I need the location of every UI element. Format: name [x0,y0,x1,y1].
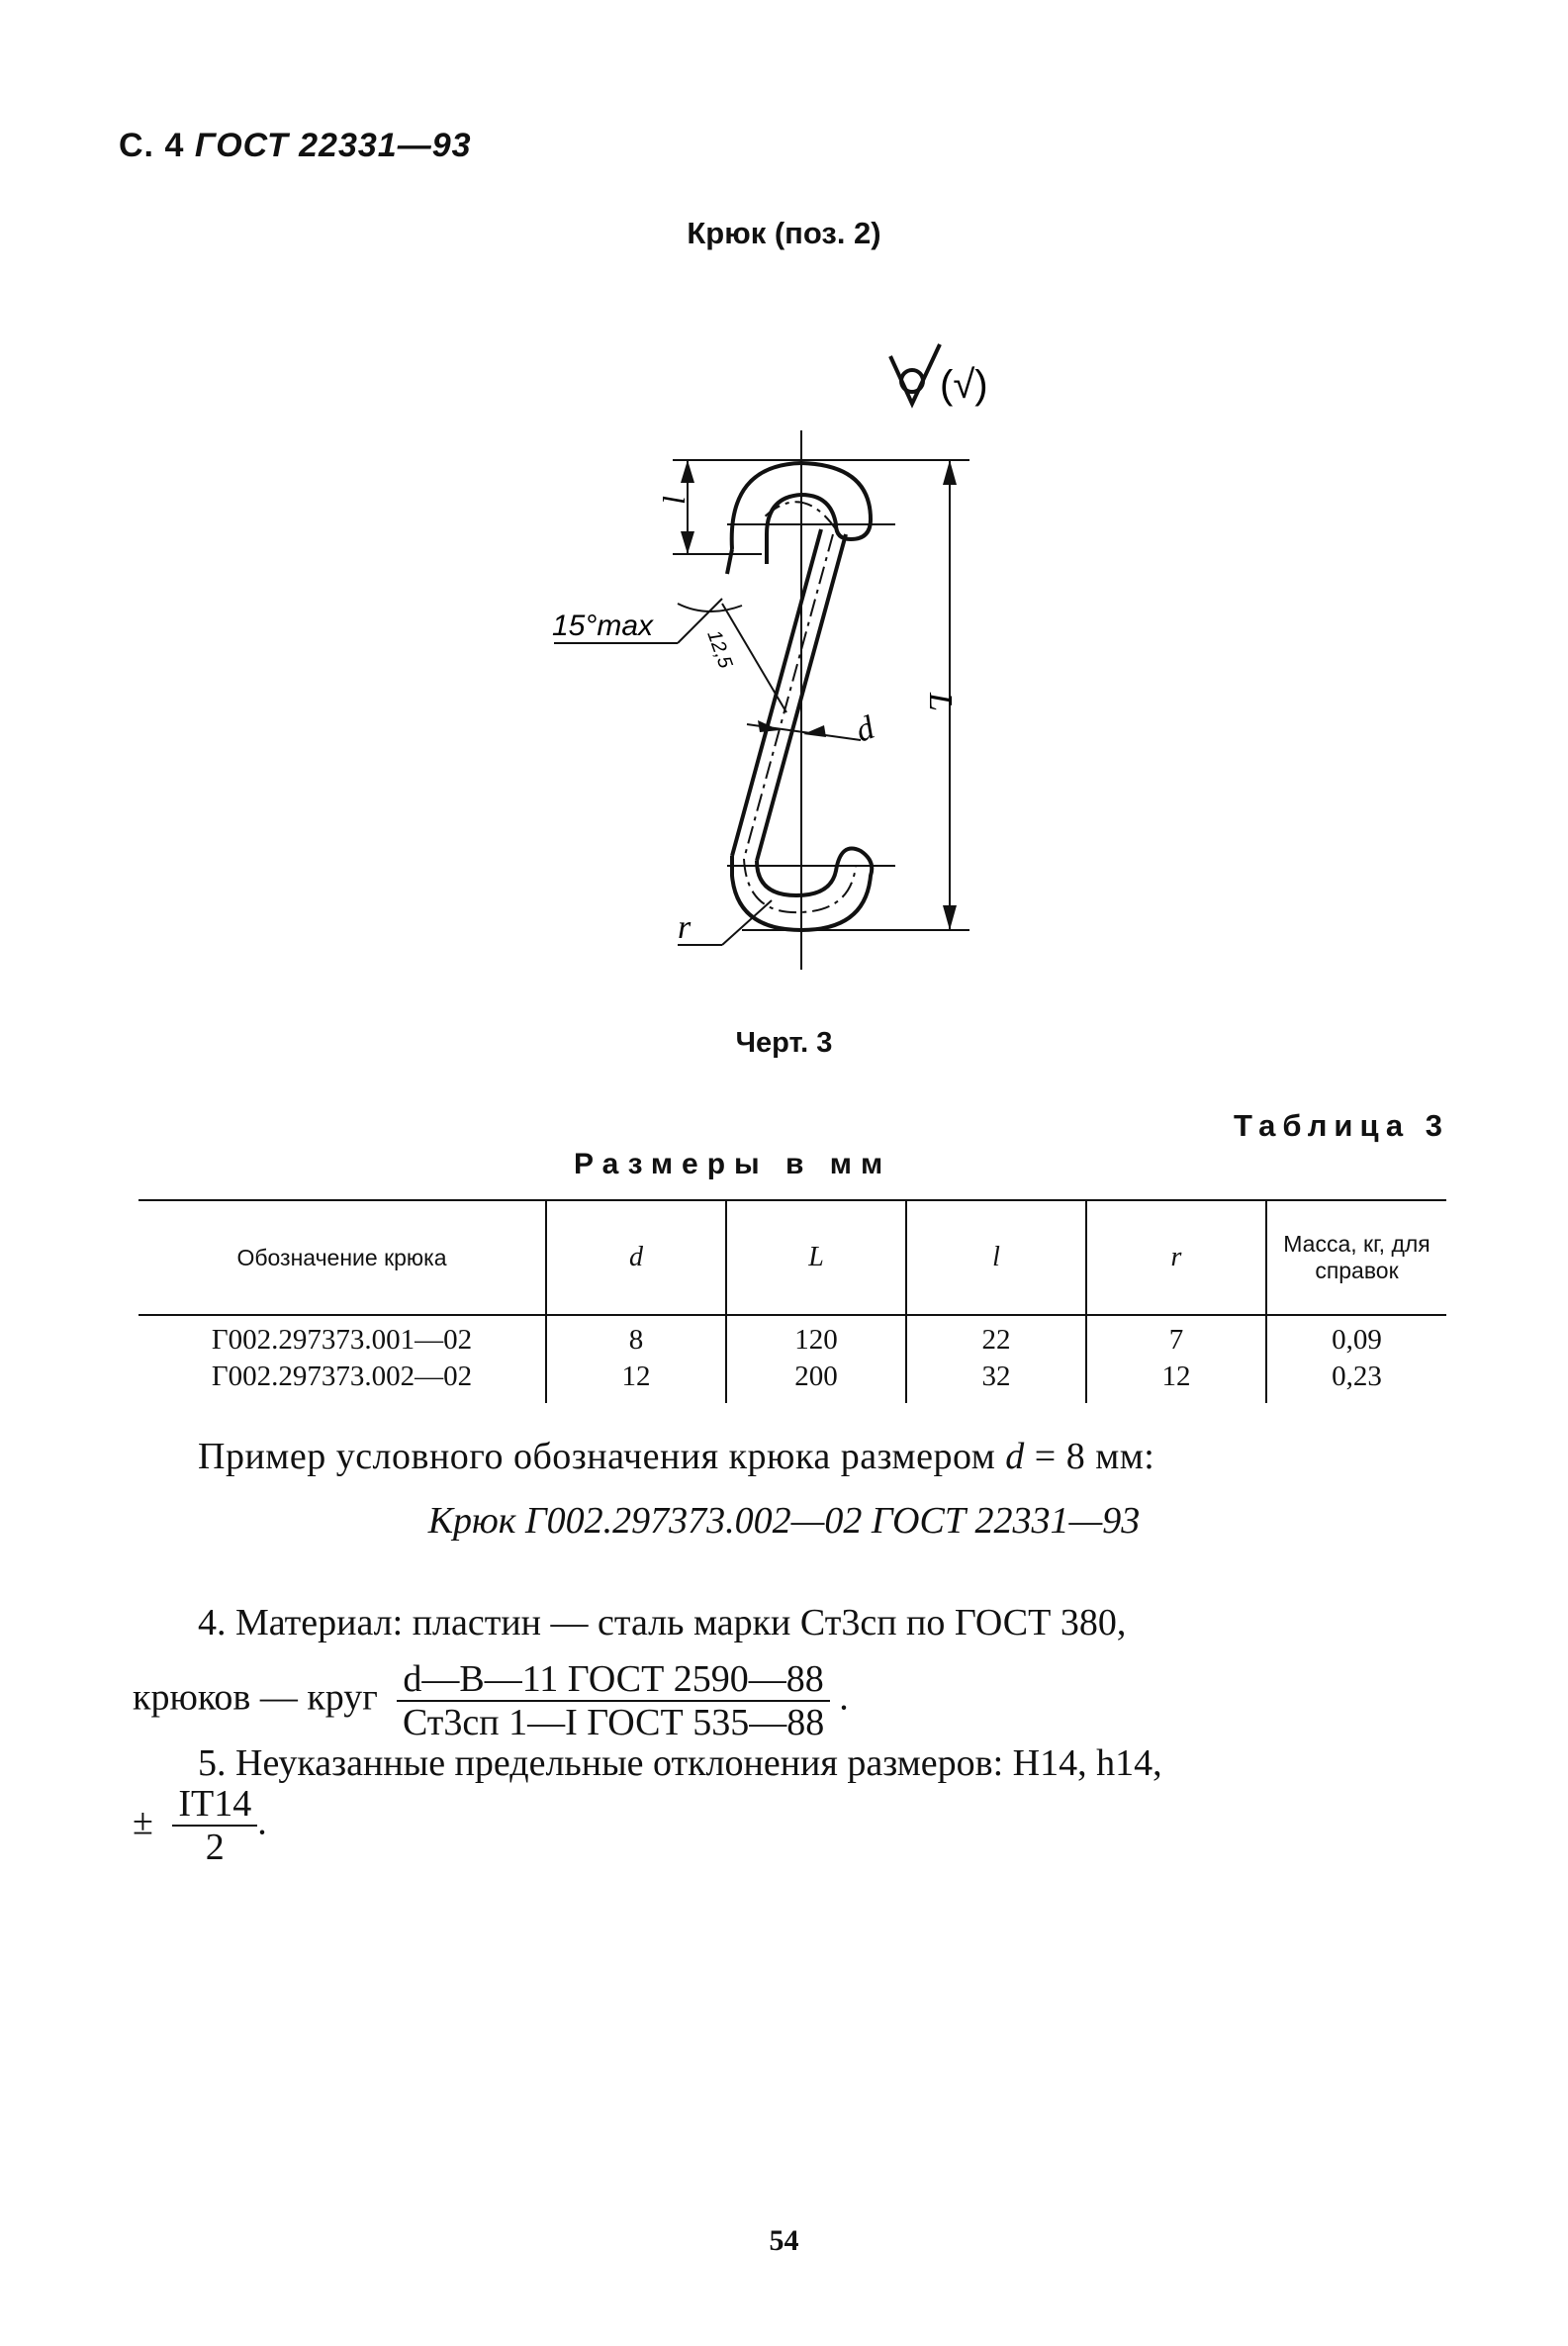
example-line: Пример условного обозначения крюка размером d = 8 мм: [198,1436,1155,1477]
L-arrow-top-icon [943,460,957,485]
hook-drawing [534,336,1049,989]
hook-outline [727,463,872,930]
L-arrow-bottom-icon [943,905,957,930]
col-r: r [1086,1200,1266,1315]
roughness-symbol-icon [890,344,940,404]
item-5-line2: ± $\frac{IT14}{2}$ . [133,1783,267,1868]
col-d: d [546,1200,726,1315]
l-arrow-top-icon [681,460,694,483]
col-L: L [726,1200,906,1315]
page-number: 54 [769,2224,799,2257]
r-label: r [678,909,692,946]
page-ref: С. 4 [119,127,185,164]
example-designation: Крюк Г002.297373.002—02 ГОСТ 22331—93 [427,1500,1141,1542]
figure-title: Крюк (поз. 2) [687,216,881,250]
item-5-line1: 5. Неуказанные предельные отклонения размеров: H14, h14, [198,1742,1162,1784]
col-mass: Масса, кг, для справок [1266,1200,1446,1315]
item-4-line1: 4. Материал: пластин — сталь марки Ст3сп по ГОСТ 380, [198,1602,1127,1643]
dimensions-table [138,1199,1446,1403]
tolerance-fraction: $\frac{IT14}{2}$ [172,1783,257,1868]
col-designation: Обозначение крюка [138,1200,546,1315]
table-header-row [138,1200,1446,1315]
item-4-line2: крюков — круг $\frac{\text{d—B—11 ГОСТ 2590—88}}{\text{Ст3сп 1—I ГОСТ 535—88}}$ . [133,1658,849,1743]
d-arrow-right-icon [803,725,826,737]
table-row: Г002.297373.002—02 12 200 32 12 0,23 [138,1359,1446,1403]
bend-radius-label: 12,5 [702,627,737,672]
l-label: l [656,495,692,504]
l-arrow-bottom-icon [681,531,694,554]
standard-ref: ГОСТ 22331—93 [194,127,472,164]
d-label: d [851,708,879,750]
L-label: L [922,693,959,711]
page-header [119,127,472,165]
material-fraction: $\frac{\text{d—B—11 ГОСТ 2590—88}}{\text{Ст3сп 1—I ГОСТ 535—88}}$ [397,1658,829,1743]
table-units: Размеры в мм [574,1148,892,1180]
col-l: l [906,1200,1086,1315]
table-row: Г002.297373.001—02 8 120 22 7 0,09 [138,1315,1446,1359]
roughness-note: (√) [940,363,988,407]
angle-label: 15°max [552,610,654,642]
figure-caption: Черт. 3 [735,1027,833,1059]
table-label: Таблица 3 [1233,1108,1449,1143]
